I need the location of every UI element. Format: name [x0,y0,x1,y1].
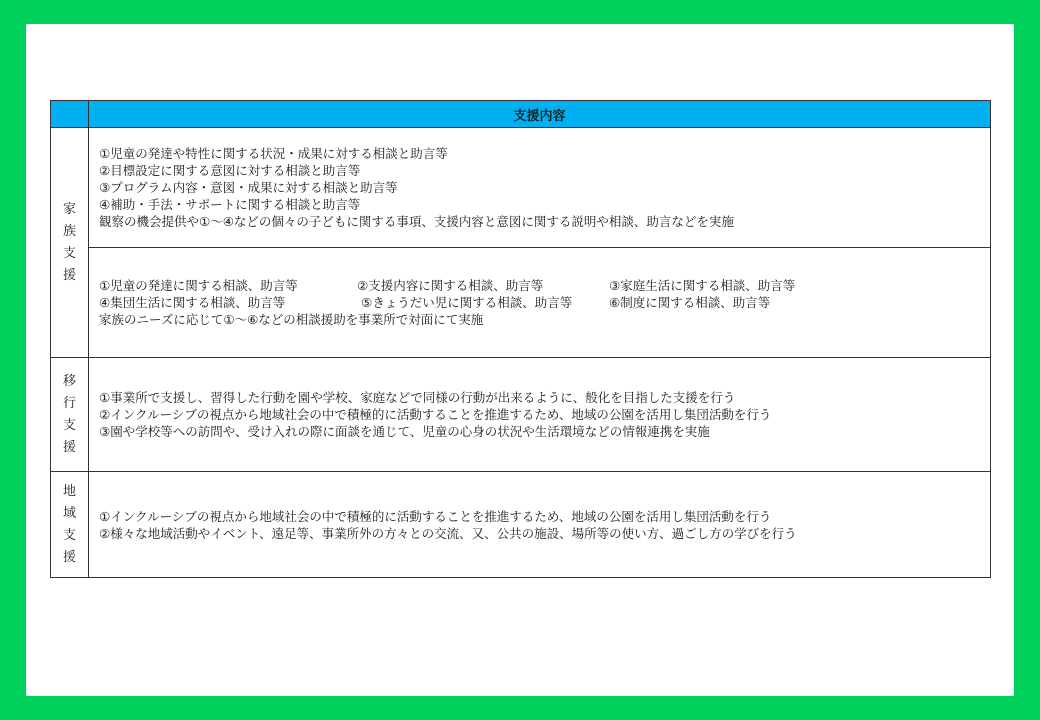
family-support-label: 家 族 支 援 [51,128,89,358]
family-support-individual-cell [89,128,991,248]
list-item: ②インクルーシブの視点から地域社会の中で積極的に活動することを推進するため、地域の公園を活用し集団活動を行う [99,407,772,422]
list-item: ②支援内容に関する相談、助言等 [357,278,544,293]
list-item: ①児童の発達や特性に関する状況・成果に対する相談と助言等 [99,146,448,161]
support-content-table [50,100,991,578]
list-item: ②目標設定に関する意図に対する相談と助言等 [99,163,361,178]
consult-row-2 [99,294,990,311]
header-title: 支援内容 [89,101,991,128]
list-item: ①インクルーシブの視点から地域社会の中で積極的に活動することを推進するため、地域の公園を活用し集団活動を行う [99,508,772,524]
list-item: ③家庭生活に関する相談、助言等 [609,278,796,293]
list-item: 観察の機会提供や①～④などの個々の子どもに関する事項、支援内容と意図に関する説明や相談、助言などを実施 [99,214,734,229]
list-item: ⑥制度に関する相談、助言等 [609,295,771,310]
family-support-row-1 [51,128,991,248]
list-item: ③園や学校等への訪問や、受け入れの際に面談を通じて、児童の心身の状況や生活環境などの情報連携を実施 [99,424,710,439]
header-corner-cell [51,101,89,128]
consult-note: 家族のニーズに応じて①～⑥などの相談援助を事業所で対面にて実施 [99,312,484,327]
list-item: ⑤きょうだい児に関する相談、助言等 [361,295,573,310]
list-item: ①事業所で支援し、習得した行動を園や学校、家庭などで同様の行動が出来るように、般化を目指した支援を行う [99,390,736,405]
family-support-row-2 [51,248,991,358]
community-support-label: 地 域 支 援 [51,472,89,578]
table-header-row [51,101,991,128]
slide [26,24,1014,696]
consult-row-1 [99,277,990,294]
list-item: ③プログラム内容・意図・成果に対する相談と助言等 [99,180,398,195]
community-support-cell [89,472,991,578]
transition-support-row [51,358,991,472]
transition-support-cell [89,358,991,472]
family-support-consult-cell [89,248,991,358]
transition-support-label: 移 行 支 援 [51,358,89,472]
list-item: ④集団生活に関する相談、助言等 [99,295,286,310]
community-support-row [51,472,991,578]
list-item: ①児童の発達に関する相談、助言等 [99,278,298,293]
list-item: ②様々な地域活動やイベント、遠足等、事業所外の方々との交流、又、公共の施設、場所等の使い方、過ごし方の学びを行う [99,525,797,541]
list-item: ④補助・手法・サポートに関する相談と助言等 [99,197,361,212]
